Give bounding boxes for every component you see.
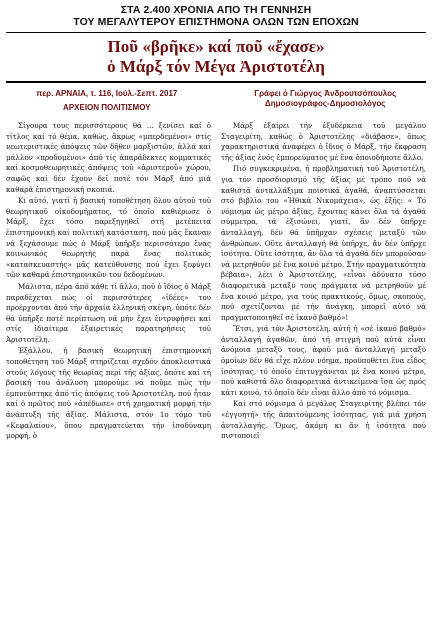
paragraph: Ἐξάλλου, ἡ βασική θεωρητική ἐπιστημονική τοποθέτηση τοῦ Μάρξ στηρίζεται σχεδόν ἀποκλειστικά στούς λόγους τῆς θεωρίας περί τῆς ἀξίας, ὁπότε καί τή βασική του ἀνάλυση μπορούμε νά ποῦμε πώς τήν ἐμπνεύστηκε ἀπό τίς ἀπόψεις τοῦ Ἀριστοτέλη, πού ἦταν καί ὁ πρῶτος πού «ἀπέδωσε» στή χρηματική μορφή τήν ἀνάπτυξη τῆς ἀξίας. Μάλιστα, στόν 1ο τόμο τοῦ «Κεφαλαίου», ὅπου πραγματεύεται τήν ἰσοδύναμη μορφή, ὁ xyxy=(6,346,211,441)
author-name: Γράφει ὁ Γιώργος Ἀνδρουτσόπουλος xyxy=(254,89,397,98)
article-meta xyxy=(6,89,426,113)
paragraph: Πιό συγκεκριμένα, ἡ προβληματική τοῦ Ἀριστοτέλη, για τόν προσδιορισμό τῆς ἀξίας μέ τρόπο πού νά καθιστᾶ ἀνταλλάξιμα ποιοτικά ἀγαθά, ἀναπτύσσεται στό βιβλίο του «Ἠθικά Νικομάχεια», ὡς ἑξῆς: « Τό νόμισμα ὡς μέτρο ἀξίας, ἔχοντας κάνει ὅλα τά ἀγαθά σύμμετρα, τά ἐξισώνει, γιατί, ἄν δέν ὑπῆρχε ἀνταλλαγή, δέν θά ὑπῆρχαν σχέσεις μεταξύ τῶν ἀνθρώπων. Οὔτε ἀνταλλαγή θά ὑπῆρχε, ἄν δέν ὑπῆρχε ἰσότητα. Οὔτε ἰσότητα, ἄν ὅλα τά ἀγαθά δέν μποροῦσαν νά μετρηθοῦν μέ ἕνα κοινό μέτρο. Στήν πραγματικότητα βέβαια», λέει ὁ Ἀριστοτέλης, «εἶναι ἀδύνατο τόσο διαφορετικά μεταξύ τους πράγματα νά μετρηθοῦν μέ ἕνα κοινό μέτρο, για τούς πρακτικούς, ὅμως, σκοπούς, πού σχετίζονται μέ τήν ἀνάγκη, μπορεῖ αὐτό νά πραγματοποιηθεῖ σέ ἱκανό βαθμό»! xyxy=(221,164,426,322)
author-title: Δημοσιογράφος-Δημοσιολόγος xyxy=(264,99,386,108)
archive-label: ΑΡΧΕΙΟΝ ΠΟΛΙΤΙΣΜΟΥ xyxy=(63,103,151,112)
article-body xyxy=(6,121,426,443)
left-column xyxy=(6,121,211,443)
paragraph: Ἔτσι, γιά τόν Ἀριστοτέλη, αὐτή ἡ «σέ ἱκανό βαθμό» ἀνταλλαγή ἀγαθῶν, ἀπό τή στιγμή πού αὐτά εἶναι ἀνόμοια μεταξύ τους, ἀφοῦ μιά ἀνταλλαγή μεταξύ ὁμοίων δέν θά εἶχε πλέον νόημα, προϋποθέτει ἕνα εἶδος ἰσότητας, τό ὁποῖο ἐπιτυγχάνεται μέ ἕνα κοινό μέτρο, πού καθιστᾶ ὅλο διαφορετικά ἀντικείμενα ἴσα ὡς πρός κάτι κοινό, τό ὁποῖο δέν εἶναι ἄλλο ἀπό τό νόμισμα. xyxy=(221,324,426,397)
title-line-1: Ποῦ «βρῆκε» καί ποῦ «ἔχασε» xyxy=(107,37,325,56)
anniversary-heading xyxy=(6,4,426,28)
paragraph: Κι αὐτό, γιατί ἡ βασική τοποθέτηση ὅλου αὐτοῦ τοῦ θεωρητικοῦ οἰκοδομήματος, τό ὁποῖο καθιέρωσε ὁ Μάρξ, ἔχει τόσο παρεξηγηθεῖ στή μετέπειτα ἐπιστημονική καί πολιτική κατάσταση, πού μᾶς ἔκαναν νά ξεχάσουμε πώς ὁ Μάρξ ὑπῆρξε περισσότερο ἕνας κοινωνικός θεωρητής παρά ἕνας πολιτικός «κατασκευαστής» μᾶς κατεύθυνσης πού ἔχει ξεφύγει τῶν καθαρά ἐπιστημονικῶν του δεδομένων. xyxy=(6,196,211,280)
paragraph: Καί στό νόμισμα ὁ μεγάλος Σταγειρίτης βλέπει τόν «ἐγγυητή» τῆς ἀπαιτούμενης ἰσότητας, γιά μιά χρήση ἀνταλλαγής. Ὅμως, ἀκόμη κι ἄν ἡ ἰσότητα πού πιστοποιεῖ xyxy=(221,399,426,441)
author-info xyxy=(224,89,426,113)
article-title-block xyxy=(6,33,426,83)
heading-line-1: ΣΤΑ 2.400 ΧΡΟΝΙΑ ΑΠΟ ΤΗ ΓΕΝΝΗΣΗ xyxy=(120,4,312,16)
heading-line-2: ΤΟΥ ΜΕΓΑΛΥΤΕΡΟΥ ΕΠΙΣΤΗΜΟΝΑ ΟΛΩΝ ΤΩΝ ΕΠΟΧΩΝ xyxy=(73,16,359,28)
source-reference: περ. ΑΡΝΑΙΑ, τ. 116, Ιούλ.-Σεπτ. 2017 xyxy=(36,89,178,98)
right-column xyxy=(221,121,426,443)
source-info xyxy=(6,89,208,113)
title-line-2: ὁ Μάρξ τόν Μέγα Ἀριστοτέλη xyxy=(107,57,325,76)
paragraph: Μάλιστα, πέρα ἀπό κάθε τί ἄλλο, ποῦ ὁ ἴδιος ὁ Μάρξ παραδέχεται πώς οἱ περισσότερες «ἰδέες» του προέρχονται ἀπό τήν ἀρχαία ἑλληνική σκέψη, ὁπότε δέν θά ὑπῆρξε ποτέ περίπτωση νά μήν ἔχει ἐντρυφήσει καί στίς ἰδιαίτερα ἐξαιρετικές παρατηρήσεις τοῦ Ἀριστοτέλη. xyxy=(6,281,211,344)
paragraph: Σίγουρα τους περισσότερους θά ... ξενίσει καί ὁ τίτλος καί τό θέμα, καθώς, ἄκρως «μπερδεμένοι» στίς νεωτεριστικές ἀπόψεις τῶν δῆθεν μαρξιστῶν, ἀλλά καί μάλλον «προδομένοι» ἀπό τίς ἀπαράδεκτες κομματικές καί κοσμοθεωρητικές ἀπόψεις τοῦ «ἀριστεροῦ» χώρου, σαφῶς καί δέν ἔχουν δεῖ ποτέ τόν Μάρξ ἀπό μιά καθαρά ἐπιστημονική σκοπιά. xyxy=(6,121,211,194)
paragraph: Μάρξ ἐξαίρει τήν ἐξυδέρκεια τοῦ μεγάλου Σταγειρίτη, καθώς ὁ Ἀριστοτέλης «διάβασε», ὅπως χαρακτηριστικά ἀναφέρει ὁ ἴδιος ὁ Μάρξ, τήν ἔκφραση τῆς ἀξίας ἑνός ἐμπορεύματος μέ ἕνα ὁποιοδήποτε ἄλλο. xyxy=(221,121,426,162)
